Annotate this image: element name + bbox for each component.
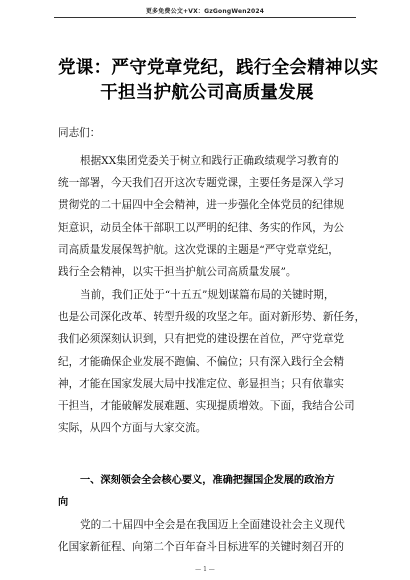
header-banner: 更多免费公文+VX：GzGongWen2024 <box>145 8 265 15</box>
paragraph-3 <box>58 514 356 558</box>
paragraph-line: 神，才能在国家发展大局中找准定位、彰显担当；只有依靠实 <box>58 377 345 390</box>
paragraph-line: 化国家新征程、向第二个百年奋斗目标进军的关键时刻召开的 <box>58 541 345 554</box>
section-heading-1 <box>58 470 356 514</box>
paragraph-line: 纪，才能确保企业发展不跑偏、不偏位；只有深入践行全会精 <box>58 355 345 368</box>
page-number: — 1 — <box>195 566 215 573</box>
greeting <box>58 122 356 144</box>
greeting-line: 同志们： <box>58 127 101 139</box>
title-line-1: 党课：严守党章党纪，践行全会精神以实 <box>58 58 379 78</box>
paragraph-line: 实际，从四个方面与大家交流。 <box>58 422 207 435</box>
paragraph-line: 司高质量发展保驾护航。这次党课的主题是“严守党章党纪， <box>58 243 339 256</box>
paragraph-line: 也是公司深化改革、转型升级的攻坚之年。面对新形势、新任务， <box>58 311 366 324</box>
paragraph-line: 统一部署，今天我们召开这次专题党课，主要任务是深入学习 <box>58 177 345 190</box>
paragraph-line: 践行全会精神，以实干担当护航公司高质量发展”。 <box>58 265 297 278</box>
title-line-2: 干担当护航公司高质量发展 <box>100 83 314 103</box>
paragraph-line: 当前，我们正处于“十五五”规划谋篇布局的关键时期， <box>80 289 335 301</box>
paragraph-line: 党的二十届四中全会是在我国迈上全面建设社会主义现代 <box>80 519 345 531</box>
header-divider <box>54 17 356 18</box>
document-title <box>58 56 379 106</box>
paragraph-line: 干担当，才能破解发展难题、实现提质增效。下面，我结合公司 <box>58 399 355 412</box>
paragraph-line: 根据XX集团党委关于树立和践行正确政绩观学习教育的 <box>80 155 339 167</box>
heading-line: 向 <box>58 497 69 509</box>
paragraph-2 <box>58 284 366 439</box>
heading-line: 一、深刻领会全会核心要义，准确把握国企发展的政治方 <box>80 475 335 486</box>
paragraph-line: 贯彻党的二十届四中全会精神，进一步强化全体党员的纪律规 <box>58 199 345 212</box>
paragraph-line: 矩意识，动员全体干部职工以严明的纪律、务实的作风，为公 <box>58 221 345 234</box>
paragraph-1 <box>58 150 356 283</box>
paragraph-line: 我们必须深刻认识到，只有把党的建设摆在首位，严守党章党 <box>58 333 345 346</box>
